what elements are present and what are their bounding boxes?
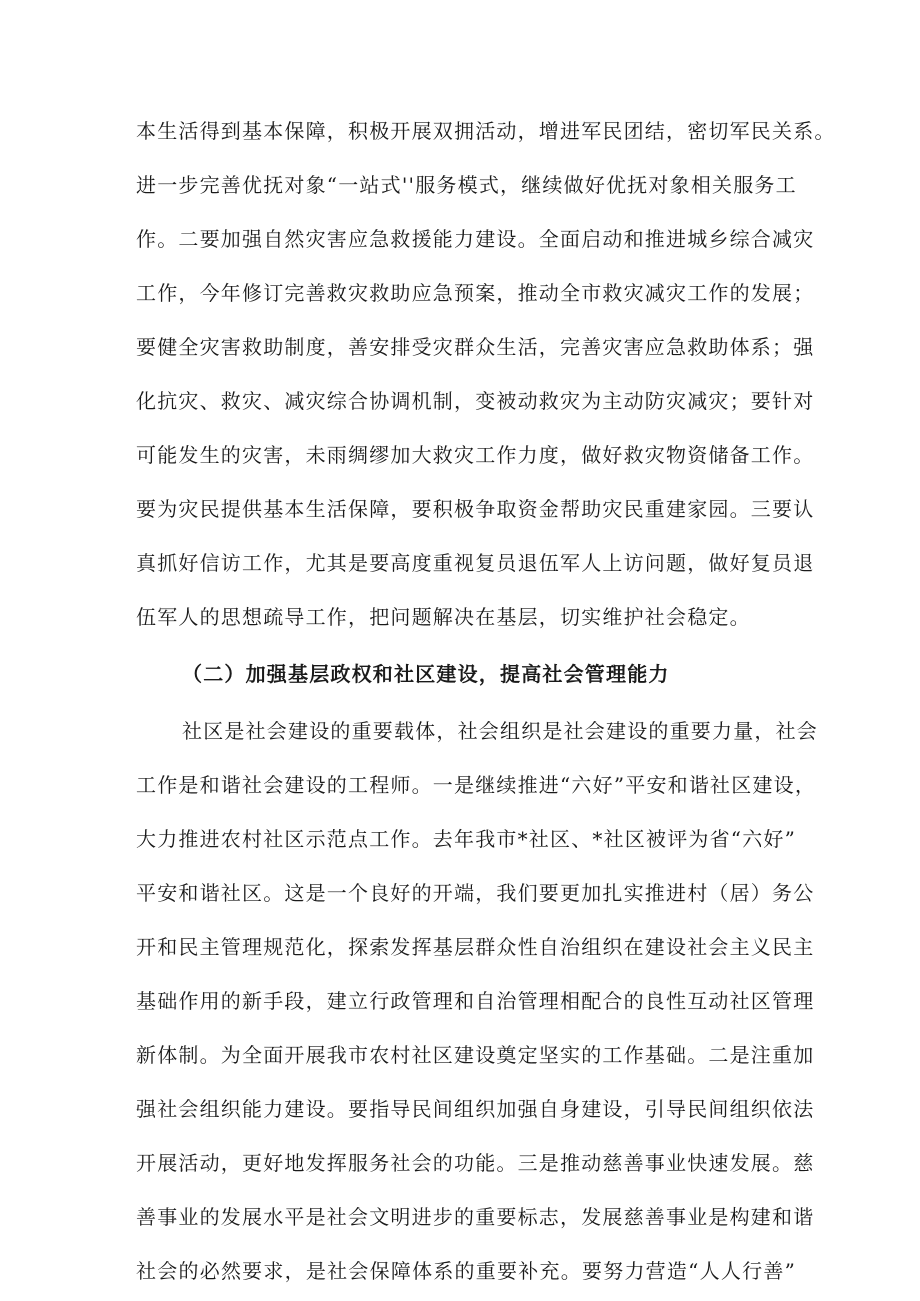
text-line: 伍军人的思想疏导工作，把问题解决在基层，切实维护社会稳定。 (136, 605, 751, 629)
section-heading: （二）加强基层政权和社区建设，提高社会管理能力 (182, 662, 670, 686)
text-line: 进一步完善优抚对象“一站式''服务模式，继续做好优抚对象相关服务工 (136, 173, 797, 197)
text-line: 工作是和谐社会建设的工程师。一是继续推进“六好”平安和谐社区建设， (136, 773, 817, 797)
text-line: 开展活动，更好地发挥服务社会的功能。三是推动慈善事业快速发展。慈 (136, 1151, 815, 1175)
text-line: 社会的必然要求，是社会保障体系的重要补充。要努力营造“人人行善” (136, 1259, 796, 1283)
text-line: 开和民主管理规范化，探索发挥基层群众性自治组织在建设社会主义民主 (136, 935, 815, 959)
text-line: 要健全灾害救助制度，善安排受灾群众生活，完善灾害应急救助体系；强 (136, 335, 815, 359)
text-line: 大力推进农村社区示范点工作。去年我市*社区、*社区被评为省“六好” (136, 827, 797, 851)
text-line: 新体制。为全面开展我市农村社区建设奠定坚实的工作基础。二是注重加 (136, 1043, 815, 1067)
text-line: 要为灾民提供基本生活保障，要积极争取资金帮助灾民重建家园。三要认 (136, 497, 815, 521)
text-line: 可能发生的灾害，未雨绸缪加大救灾工作力度，做好救灾物资储备工作。 (136, 443, 815, 467)
text-line: 工作，今年修订完善救灾救助应急预案，推动全市救灾减灾工作的发展； (136, 281, 815, 305)
text-line: 强社会组织能力建设。要指导民间组织加强自身建设，引导民间组织依法 (136, 1097, 815, 1121)
text-line: 社区是社会建设的重要载体，社会组织是社会建设的重要力量，社会 (182, 719, 818, 743)
text-line: 真抓好信访工作，尤其是要高度重视复员退伍军人上访问题，做好复员退 (136, 551, 815, 575)
text-line: 基础作用的新手段，建立行政管理和自治管理相配合的良性互动社区管理 (136, 989, 815, 1013)
text-line: 化抗灾、救灾、减灾综合协调机制，变被动救灾为主动防灾减灾；要针对 (136, 389, 815, 413)
text-line: 平安和谐社区。这是一个良好的开端，我们要更加扎实推进村（居）务公 (136, 881, 815, 905)
text-line: 善事业的发展水平是社会文明进步的重要标志，发展慈善事业是构建和谐 (136, 1205, 815, 1229)
text-line: 本生活得到基本保障，积极开展双拥活动，增进军民团结，密切军民关系。 (136, 119, 836, 143)
text-line: 作。二要加强自然灾害应急救援能力建设。全面启动和推进城乡综合减灾 (136, 227, 815, 251)
